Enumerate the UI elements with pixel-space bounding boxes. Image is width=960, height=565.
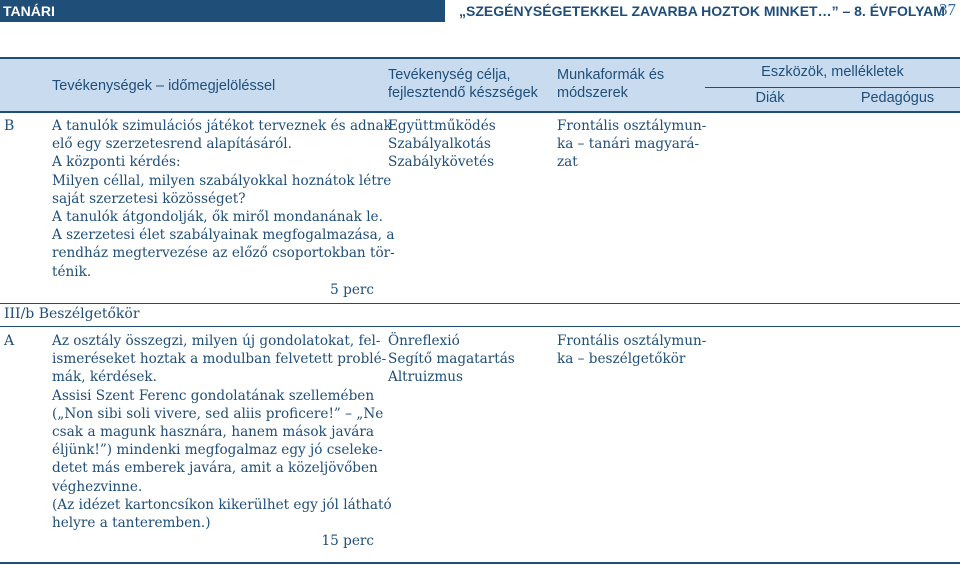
activity-line: éljünk!”) mindenki megfogalmaz egy jó cseleke- (52, 442, 383, 459)
header-goal-line1: Tevékenység célja, (388, 67, 511, 83)
method-line: ka – beszélgetőkör (557, 351, 686, 368)
activity-line: („Non sibi soli vivere, sed aliis proficere!” – „Ne (52, 405, 384, 422)
table-bottom-rule (0, 562, 960, 564)
header-goal-line2: fejlesztendő készségek (388, 85, 538, 101)
running-header (0, 0, 960, 22)
activity-cell-a (52, 332, 392, 550)
section-label: TANÁRI (0, 0, 445, 22)
activity-line: véghezvinne. (52, 478, 143, 495)
method-line: zat (557, 154, 578, 171)
header-methods-line1: Munkaformák és (557, 67, 665, 83)
activity-line: Assisi Szent Ferenc gondolatának szellemében (52, 387, 375, 404)
running-title-area (445, 0, 960, 22)
row-divider (0, 303, 960, 304)
header-methods (557, 66, 664, 102)
header-tools: Eszközök, mellékletek (761, 64, 904, 80)
activity-line: A tanulók szimulációs játékot terveznek és adnak (52, 118, 392, 134)
activity-line: rendház megtervezése az előző csoportokban tör- (52, 245, 395, 262)
activity-line: ismeréseket hoztak a modulban felvetett problé- (52, 351, 387, 368)
method-line: Frontális osztálymun- (557, 333, 707, 349)
header-teacher: Pedagógus (860, 90, 935, 106)
goal-item: Önreflexió (388, 333, 460, 349)
activity-line: A központi kérdés: (52, 154, 181, 171)
activity-line: A tanulók átgondolják, ők miről mondanának le. (52, 209, 383, 226)
activity-line: Az osztály összegzi, milyen új gondolatokat, fel- (52, 333, 381, 349)
activity-line: elő egy szerzetesrend alapításáról. (52, 136, 292, 153)
section-title: III/b Beszélgetőkör (4, 306, 140, 322)
page-number: 37 (939, 0, 956, 19)
goals-cell-a (388, 332, 515, 387)
activity-line: ténik. (52, 263, 92, 280)
row-marker-a: A (4, 333, 15, 349)
header-bottom-rule (0, 111, 960, 113)
methods-cell-a (557, 332, 706, 368)
methods-cell-b (557, 117, 706, 172)
goal-item: Szabálykövetés (388, 154, 495, 171)
activity-line: A szerzetesi élet szabályainak megfogalmazása, a (52, 227, 395, 244)
activity-line: detet más emberek javára, amit a közeljövőben (52, 460, 378, 477)
goal-item: Segítő magatartás (388, 351, 515, 368)
goal-item: Altruizmus (388, 369, 464, 386)
header-activities: Tevékenységek – időmegjelöléssel (52, 78, 276, 94)
goal-item: Szabályalkotás (388, 136, 491, 153)
activity-cell-b (52, 117, 395, 299)
header-student: Diák (755, 90, 785, 106)
activity-line: csak a magunk hasznára, hanem mások javára (52, 424, 374, 441)
method-line: ka – tanári magyará- (557, 136, 700, 153)
activity-line: saját szerzetesi közösséget? (52, 190, 246, 207)
method-line: Frontális osztálymun- (557, 118, 707, 134)
time-label: 15 perc (321, 533, 374, 550)
header-methods-line2: módszerek (557, 85, 628, 101)
row-marker-b: B (4, 118, 15, 134)
activity-line: mák, kérdések. (52, 369, 157, 386)
time-label: 5 perc (330, 281, 374, 298)
header-goal (388, 66, 538, 102)
goal-item: Együttműködés (388, 118, 496, 134)
table-top-rule (0, 57, 960, 59)
document-title: „SZEGÉNYSÉGETEKKEL ZAVARBA HOZTOK MINKET…” – 8. ÉVFOLYAM (459, 3, 945, 19)
goals-cell-b (388, 117, 496, 172)
row-divider (0, 326, 960, 327)
activity-line: Milyen céllal, milyen szabályokkal hoznátok létre (52, 172, 392, 189)
activity-line: helyre a tanteremben.) (52, 515, 211, 532)
tools-sub-rule (705, 87, 960, 88)
activity-line: (Az idézet kartoncsíkon kikerülhet egy jól látható (52, 496, 392, 513)
